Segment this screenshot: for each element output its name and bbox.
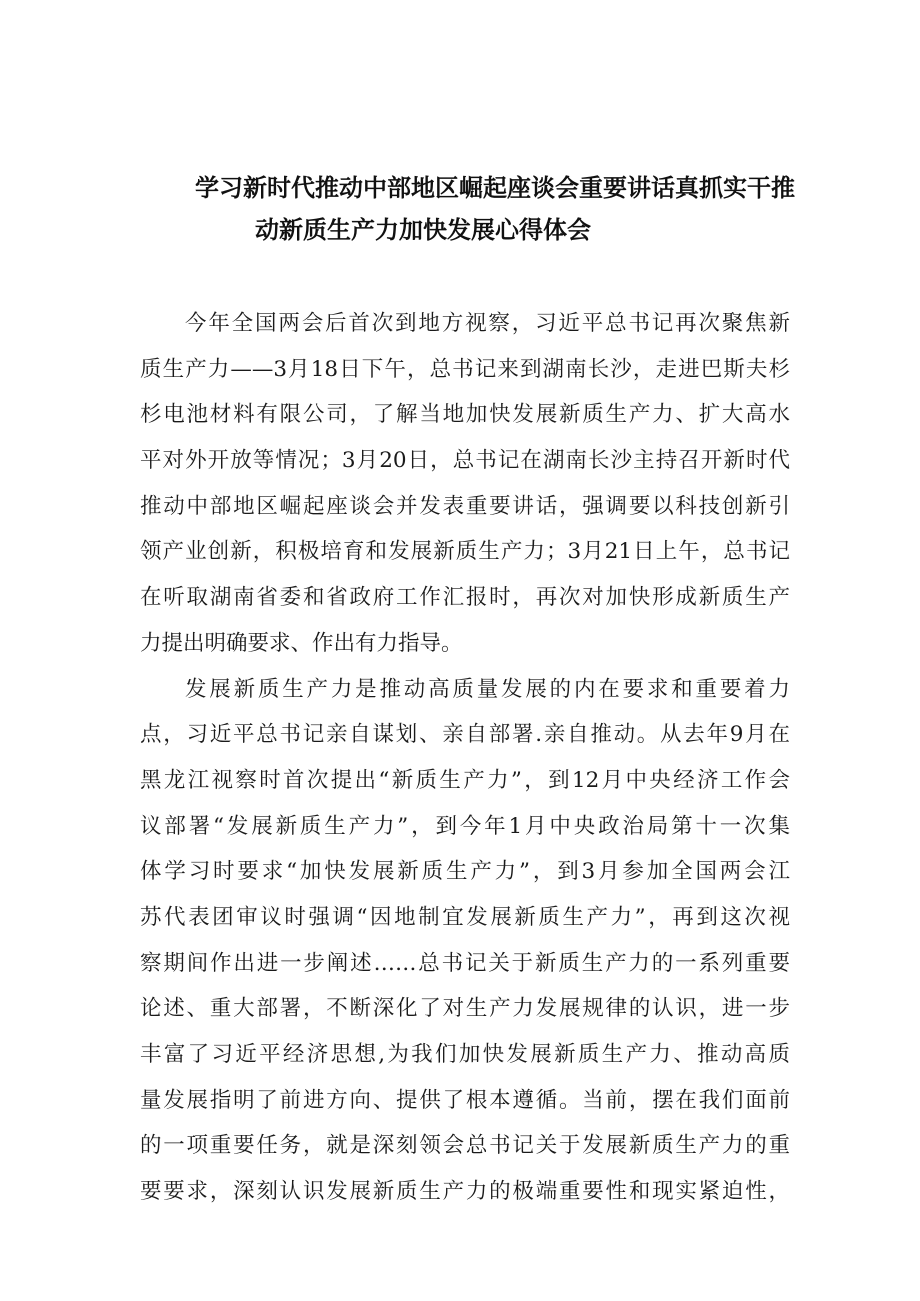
paragraph-line: 量发展指明了前进方向、提供了根本遵循。当前，摆在我们面前 bbox=[140, 1087, 790, 1113]
paragraph-line: 在听取湖南省委和省政府工作汇报时，再次对加快形成新质生产 bbox=[140, 585, 790, 611]
document-body bbox=[140, 301, 790, 1215]
paragraph-line: 丰富了习近平经济思想,为我们加快发展新质生产力、推动高质 bbox=[140, 1042, 790, 1067]
paragraph-line: 的一项重要任务，就是深刻领会总书记关于发展新质生产力的重 bbox=[140, 1133, 790, 1159]
paragraph-line: 平对外开放等情况；3月20日，总书记在湖南长沙主持召开新时代 bbox=[140, 448, 790, 474]
paragraph-line: 今年全国两会后首次到地方视察，习近平总书记再次聚焦新 bbox=[185, 311, 790, 336]
paragraph-line: 推动中部地区崛起座谈会并发表重要讲话，强调要以科技创新引 bbox=[140, 493, 790, 519]
paragraph-line: 议部署“发展新质生产力”，到今年1月中央政治局第十一次集 bbox=[140, 813, 790, 839]
paragraph-1 bbox=[140, 301, 790, 667]
paragraph-line: 点，习近平总书记亲自谋划、亲自部署.亲自推动。从去年9月在 bbox=[140, 722, 790, 748]
paragraph-line: 杉电池材料有限公司，了解当地加快发展新质生产力、扩大高水 bbox=[140, 402, 790, 428]
paragraph-line: 察期间作出进一步阐述……总书记关于新质生产力的一系列重要 bbox=[140, 950, 790, 976]
paragraph-line: 论述、重大部署，不断深化了对生产力发展规律的认识，进一步 bbox=[140, 996, 790, 1022]
paragraph-line: 苏代表团审议时强调“因地制宜发展新质生产力”，再到这次视 bbox=[140, 904, 790, 930]
paragraph-line: 领产业创新，积极培育和发展新质生产力；3月21日上午，总书记 bbox=[140, 539, 790, 565]
paragraph-line: 力提出明确要求、作出有力指导。 bbox=[140, 630, 463, 656]
paragraph-line: 质生产力——3月18日下午，总书记来到湖南长沙，走进巴斯夫杉 bbox=[140, 356, 790, 382]
document-title-line-1: 学习新时代推动中部地区崛起座谈会重要讲话真抓实干推 bbox=[195, 174, 795, 202]
paragraph-line: 发展新质生产力是推动高质量发展的内在要求和重要着力 bbox=[185, 676, 790, 702]
document-title-line-2: 动新质生产力加快发展心得体会 bbox=[255, 216, 591, 244]
paragraph-line: 体学习时要求“加快发展新质生产力”，到3月参加全国两会江 bbox=[140, 859, 790, 885]
paragraph-line: 要要求，深刻认识发展新质生产力的极端重要性和现实紧迫性， bbox=[140, 1179, 790, 1205]
paragraph-2 bbox=[140, 667, 790, 1215]
paragraph-line: 黑龙江视察时首次提出“新质生产力”，到12月中央经济工作会 bbox=[140, 767, 790, 793]
